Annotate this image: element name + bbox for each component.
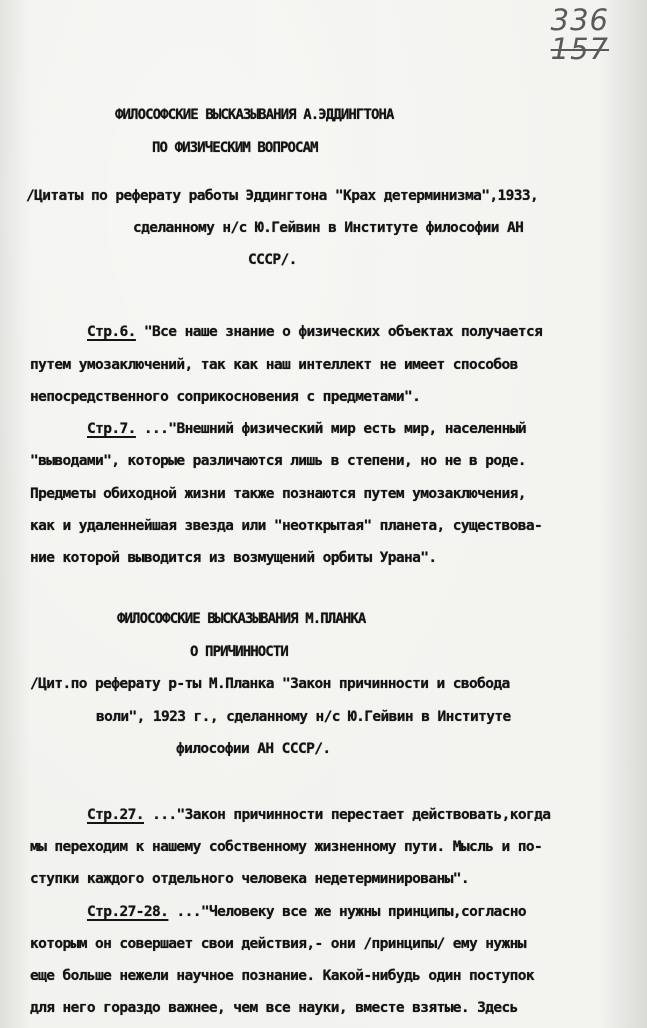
section2-source-line1: /Цит.по реферату р-ты М.Планка "Закон причинности и свобода	[30, 676, 510, 692]
archive-folio-numbers	[550, 3, 609, 66]
page-reference: Стр.27.	[87, 807, 144, 823]
quote-text: ..."Внешний физический мир есть мир, населенный	[143, 421, 527, 437]
section1-paragraph1-line2: путем умозаключений, так как наш интеллект не имеет способов	[30, 357, 518, 373]
section2-paragraph1-first-line	[87, 806, 550, 824]
section1-source-line1: /Цитаты по реферату работы Эддингтона "Крах детерминизма",1933,	[26, 188, 539, 204]
section2-paragraph2-line2: которым он совершает свои действия,- они /принципы/ ему нужны	[30, 936, 526, 952]
folio-number-bottom: 157	[550, 32, 609, 66]
section2-paragraph2-first-line	[87, 903, 526, 921]
section1-title-line2: ПО ФИЗИЧЕСКИМ ВОПРОСАМ	[152, 140, 318, 156]
quote-text: ..."Закон причинности перестает действовать,когда	[152, 807, 551, 823]
quote-text: "Все наше знание о физических объектах получается	[143, 324, 543, 340]
section1-paragraph1-first-line	[87, 323, 542, 341]
section1-paragraph1-line3: непосредственного соприкосновения с предметами".	[30, 389, 421, 405]
section2-title-line1: ФИЛОСОФСКИЕ ВЫСКАЗЫВАНИЯ М.ПЛАНКА	[117, 611, 366, 627]
section2-source-line2: воли", 1923 г., сделанному н/с Ю.Гейвин в Институте	[96, 709, 511, 725]
section1-source-line3: СССР/.	[248, 252, 297, 268]
section2-paragraph1-line3: ступки каждого отдельного человека недетерминированы".	[30, 871, 470, 887]
section2-title-line2: О ПРИЧИННОСТИ	[190, 644, 288, 660]
section1-source-line2: сделанному н/с Ю.Гейвин в Институте философии АН	[133, 220, 524, 236]
page-reference: Стр.27-28.	[87, 904, 169, 920]
section1-title-line1: ФИЛОСОФСКИЕ ВЫСКАЗЫВАНИЯ А.ЭДДИНГТОНА	[115, 107, 394, 123]
section2-source-line3: философии АН СССР/.	[176, 741, 331, 757]
quote-text: ..."Человеку все же нужны принципы,согласно	[176, 904, 527, 920]
section2-paragraph2-line4: для него гораздо важнее, чем все науки, вместе взятые. Здесь	[30, 1000, 518, 1016]
folio-number-top: 336	[550, 3, 609, 37]
section2-paragraph2-line3: еще больше нежели научное познание. Какой-нибудь один поступок	[30, 968, 535, 984]
section1-paragraph2-line3: Предметы обиходной жизни также познаются путем умозаключения,	[30, 486, 526, 502]
section1-paragraph2-line2: "выводами", которые различаются лишь в степени, но не в роде.	[30, 453, 526, 469]
section1-paragraph2-line4: как и удаленнейшая звезда или "неоткрытая" планета, существова-	[30, 518, 543, 534]
section1-paragraph2-first-line	[87, 420, 526, 438]
page-reference: Стр.6.	[87, 324, 136, 340]
section2-paragraph1-line2: мы переходим к нашему собственному жизненному пути. Мысль и по-	[30, 839, 543, 855]
section1-paragraph2-line5: ние которой выводится из возмущений орбиты Урана".	[30, 550, 437, 566]
page-reference: Стр.7.	[87, 421, 136, 437]
